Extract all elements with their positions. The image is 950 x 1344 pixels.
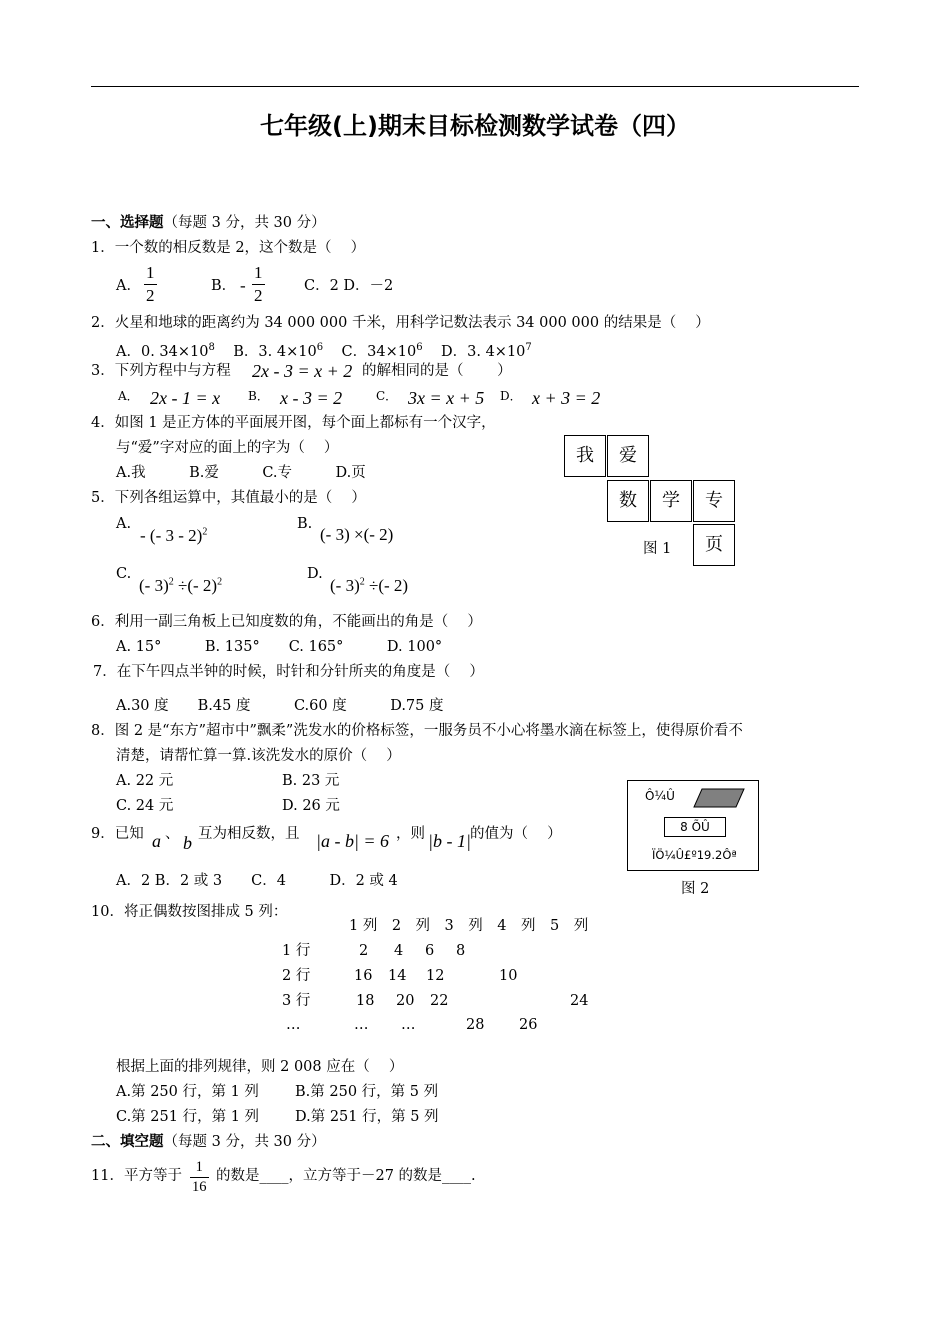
q10-column-header: 1 列 2 列 3 列 4 列 5 列 [349, 918, 589, 934]
q1-option-b-sign: - [240, 276, 246, 295]
figure1-cell-ye: 页 [693, 524, 735, 566]
q10-cell: 20 [396, 993, 415, 1009]
page-title: 七年级(上)期末目标检测数学试卷（四） [260, 112, 690, 140]
q5-option-b-label: B. [297, 516, 313, 532]
q10-cell: 2 [359, 943, 369, 959]
q5-option-d-expr2: ÷(- 2) [364, 576, 409, 595]
q11-numerator: 1 [190, 1158, 209, 1178]
q3-option-a: 2x - 1 = x [150, 388, 221, 408]
q11-text-b: 的数是____，立方等于－27 的数是____. [216, 1168, 476, 1184]
q9-text-b: 互为相反数，且 [198, 826, 300, 842]
q9-text-c: ，则 [396, 826, 425, 842]
q6-options: A. 15° B. 135° C. 165° D. 100° [116, 639, 443, 655]
q3-option-b: x - 3 = 2 [280, 388, 343, 408]
q10-cell: 16 [354, 968, 373, 984]
q9-text-d: 的值为（ ） [470, 826, 562, 842]
q9-equation: |a - b| = 6 [316, 831, 390, 851]
q5-option-a-label: A. [116, 516, 132, 532]
q5-option-d-expr1: (- 3) [330, 576, 360, 595]
figure1-cell-xue: 学 [650, 480, 692, 522]
q10-cell: 6 [425, 943, 435, 959]
section1-note: （每题 3 分，共 30 分） [163, 215, 326, 231]
q6-text: 6．利用一副三角板上已知度数的角，不能画出的角是（ ） [91, 614, 482, 630]
figure1-cell-zhuan: 专 [693, 480, 735, 522]
q5-option-a-expr: - (- 3 - 2) [140, 526, 203, 545]
q4-line1: 4．如图 1 是正方体的平面展开图，每个面上都标有一个汉字， [91, 415, 496, 431]
section2-heading: 二、填空题 [91, 1133, 164, 1150]
q3-text-b: 的解相同的是（ ） [362, 363, 512, 379]
q5-option-a [140, 526, 207, 546]
q7-text: 7．在下午四点半钟的时候，时针和分针所夹的角度是（ ） [93, 664, 484, 680]
q10-row2-label: 2 行 [282, 968, 311, 984]
q5-option-d-label: D. [307, 566, 323, 582]
q5-option-a-exp: 2 [202, 526, 208, 538]
q10-cell: … [401, 1017, 416, 1033]
q3-option-c-label: C． [376, 389, 398, 403]
q9-separator: 、 [165, 826, 180, 842]
q2-option-a: A．0. 34×10 [116, 343, 209, 360]
figure1-cell-shu: 数 [607, 480, 649, 522]
q10-row3-label: 3 行 [282, 993, 311, 1009]
q10-cell: 10 [499, 968, 518, 984]
figure2-discount-box: 8 ÕÛ [664, 817, 726, 837]
figure2-price-tag [627, 780, 759, 871]
figure2-caption: 图 2 [681, 881, 710, 897]
q10-cell: 14 [388, 968, 407, 984]
q10-option-b: B.第 250 行，第 5 列 [295, 1084, 439, 1100]
q10-option-a: A.第 250 行，第 1 列 [116, 1084, 259, 1100]
q10-row1-label: 1 行 [282, 943, 311, 959]
q4-options: A.我 B.爱 C.专 D.页 [116, 465, 366, 481]
q10-cell: 22 [430, 993, 449, 1009]
q9-var-b: b [183, 833, 192, 853]
q2-option-a-exp: 8 [208, 342, 215, 353]
q9-var-a: a [152, 831, 161, 851]
q2-text: 2．火星和地球的距离约为 34 000 000 千米，用科学记数法表示 34 000 000 的结果是（ ） [91, 315, 710, 331]
q10-cell: 26 [519, 1017, 538, 1033]
q3-equation: 2x - 3 = x + 2 [252, 361, 353, 381]
q5-option-c-exp2: 2 [217, 576, 223, 588]
q5-option-d [330, 576, 408, 596]
section2-note: （每题 3 分，共 30 分） [163, 1134, 326, 1150]
q5-option-c-label: C. [116, 566, 132, 582]
q10-cell: 18 [356, 993, 375, 1009]
q9-text-a: 9．已知 [91, 826, 144, 842]
q3-text-a: 3．下列方程中与方程 [91, 363, 231, 379]
q2-option-d: D．3. 4×10 [441, 343, 526, 360]
q1-a-numerator: 1 [144, 262, 157, 285]
q3-option-a-label: A． [118, 389, 139, 403]
q5-option-c [139, 576, 222, 596]
q10-cell: … [354, 1017, 369, 1033]
figure1-cell-wo: 我 [564, 435, 606, 477]
q1-a-denominator: 2 [146, 286, 155, 305]
q1-option-b-fraction [252, 262, 265, 307]
q9-expression: |b - 1| [428, 831, 471, 851]
q1-b-numerator: 1 [252, 262, 265, 285]
q8-line2: 清楚，请帮忙算一算.该洗发水的原价（ ） [116, 748, 401, 764]
q1-option-a-fraction [144, 262, 157, 307]
q5-option-c-expr1: (- 3) [139, 576, 169, 595]
q11-fraction [190, 1158, 209, 1197]
q10-cell: 8 [456, 943, 466, 959]
section2-header [91, 1133, 326, 1151]
q10-cell: … [286, 1017, 301, 1033]
q10-cell: 24 [570, 993, 589, 1009]
q2-options [116, 339, 532, 361]
q5-option-c-exp1: 2 [168, 576, 174, 588]
figure1-cell-ai: 爱 [607, 435, 649, 477]
q10-cell: 28 [466, 1017, 485, 1033]
q2-option-b-exp: 6 [316, 342, 324, 353]
figure2-bottom-label: ÏÖ¼Û£º19.2Ôª [652, 848, 737, 862]
q9-options: A．2 B．2 或 3 C．4 D．2 或 4 [116, 873, 398, 889]
q3-option-c: 3x = x + 5 [408, 388, 485, 408]
q5-text: 5．下列各组运算中，其值最小的是（ ） [91, 490, 366, 506]
q8-line1: 8．图 2 是“东方”超市中”飘柔”洗发水的价格标签，一服务员不小心将墨水滴在标签上，使得原价看不 [91, 723, 743, 739]
q8-option-d: D. 26 元 [282, 798, 340, 814]
q10-option-c: C.第 251 行，第 1 列 [116, 1109, 260, 1125]
q5-option-b: (- 3) ×(- 2) [320, 525, 394, 544]
q11-text-a: 11．平方等于 [91, 1168, 182, 1184]
q3-option-d: x + 3 = 2 [532, 388, 601, 408]
section1-header [91, 214, 326, 232]
q10-text: 10．将正偶数按图排成 5 列： [91, 904, 288, 920]
figure1-caption: 图 1 [643, 541, 672, 557]
q5-option-d-exp: 2 [359, 576, 365, 588]
q10-cell: 4 [394, 943, 404, 959]
q2-option-c-exp: 6 [416, 342, 423, 353]
q2-option-b: B．3. 4×10 [233, 343, 317, 360]
ink-stain-parallelogram [692, 787, 746, 809]
q1-text: 1．一个数的相反数是 2，这个数是（ ） [91, 240, 366, 256]
q2-option-c: C．34×10 [341, 343, 417, 360]
q1-b-denominator: 2 [254, 286, 263, 305]
q1-options-cd: C．2 D．－2 [304, 278, 394, 294]
q1-option-b-label: B． [211, 278, 237, 294]
q8-option-b: B. 23 元 [282, 773, 340, 789]
q8-option-c: C. 24 元 [116, 798, 174, 814]
q1-option-a-label: A． [116, 278, 141, 294]
figure2-top-label: Ô¼Û [645, 789, 675, 803]
q3-option-b-label: B． [248, 389, 269, 403]
q7-options: A.30 度 B.45 度 C.60 度 D.75 度 [116, 698, 444, 714]
q11-denominator: 16 [192, 1179, 207, 1195]
header-rule [91, 86, 859, 87]
q10-cell: 12 [426, 968, 445, 984]
q2-option-d-exp: 7 [525, 342, 532, 353]
q10-question: 根据上面的排列规律，则 2 008 应在（ ） [116, 1059, 404, 1075]
q3-option-d-label: D． [500, 389, 522, 403]
q8-option-a: A. 22 元 [116, 773, 174, 789]
section1-heading: 一、选择题 [91, 214, 164, 231]
q5-option-c-expr2: ÷(- 2) [173, 576, 218, 595]
q10-option-d: D.第 251 行，第 5 列 [295, 1109, 439, 1125]
q4-line2: 与“爱”字对应的面上的字为（ ） [116, 440, 339, 456]
